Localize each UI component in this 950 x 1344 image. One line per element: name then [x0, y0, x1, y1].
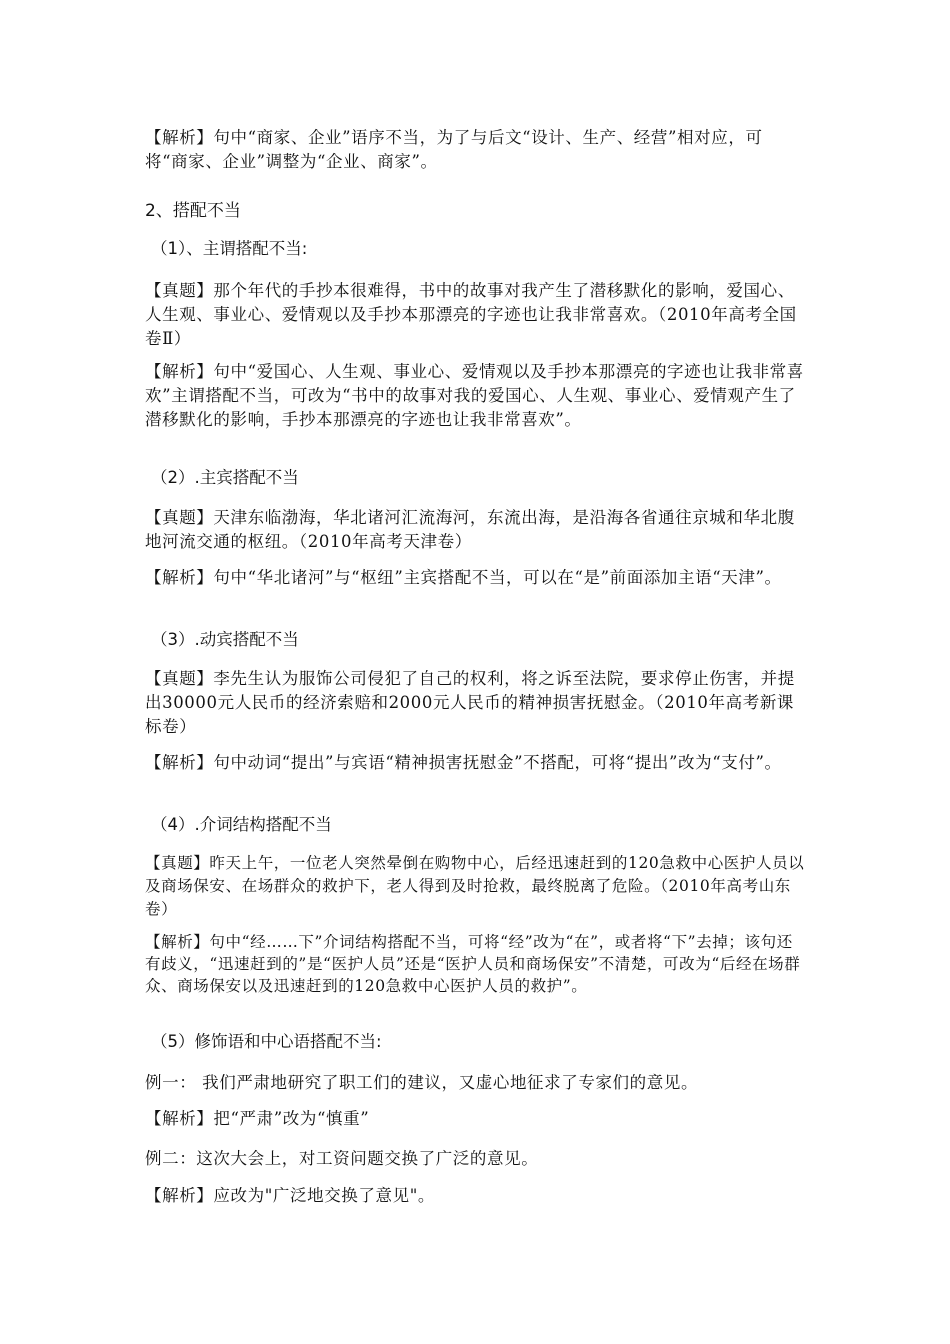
question-text: 天津东临渤海，华北诸河汇流海河，东流出海，是沿海各省通往京城和华北腹地河流交通的枢纽。（2010年高考天津卷）: [145, 508, 795, 551]
question-tag: 【真题】: [145, 669, 214, 688]
analysis-text: 句中动词“提出”与宾语“精神损害抚慰金”不搭配，可将“提出”改为“支付”。: [213, 753, 782, 772]
question-1: [145, 279, 805, 351]
analysis-tag: 【解析】: [145, 1186, 214, 1205]
example-2-analysis: [145, 1184, 805, 1208]
analysis-tag: 【解析】: [145, 1109, 214, 1128]
question-4: [145, 852, 805, 921]
subsection-heading-2: （2）.主宾搭配不当: [151, 468, 299, 487]
question-text: 昨天上午，一位老人突然晕倒在购物中心，后经迅速赶到的120急救中心医护人员以及商场保安、在场群众的救护下，老人得到及时抢救，最终脱离了危险。（2010年高考山东卷）: [145, 854, 805, 918]
example-2: 例二：这次大会上，对工资问题交换了广泛的意见。: [145, 1149, 539, 1168]
analysis-text: 句中“经……下”介词结构搭配不当，可将“经”改为“在”，或者将“下”去掉；该句还有歧义，“迅速赶到的”是“医护人员”还是“医护人员和商场保安”不清楚，可改为“后经在场群众、商场保安以及迅速赶到的120急救中心医护人员的救护”。: [145, 933, 801, 995]
analysis-tag: 【解析】: [145, 753, 214, 772]
analysis-text: 把“严肃”改为“慎重”: [213, 1109, 370, 1128]
question-text: 那个年代的手抄本很难得，书中的故事对我产生了潜移默化的影响，爱国心、人生观、事业心、爱情观以及手抄本那漂亮的字迹也让我非常喜欢。（2010年高考全国卷Ⅱ）: [145, 281, 797, 348]
question-tag: 【真题】: [145, 854, 210, 872]
intro-analysis: [145, 126, 805, 174]
analysis-1: [145, 360, 805, 432]
question-tag: 【真题】: [145, 281, 214, 300]
analysis-tag: 【解析】: [145, 933, 210, 951]
analysis-4: [145, 931, 805, 997]
analysis-tag: 【解析】: [145, 362, 214, 381]
analysis-2: [145, 566, 805, 590]
analysis-text: 应改为"广泛地交换了意见"。: [213, 1186, 435, 1205]
question-text: 李先生认为服饰公司侵犯了自己的权利，将之诉至法院，要求停止伤害，并提出30000元人民币的经济索赔和2000元人民币的精神损害抚慰金。（2010年高考新课标卷）: [145, 669, 795, 736]
subsection-heading-4: （4）.介词结构搭配不当: [151, 815, 332, 834]
analysis-text: 句中“商家、企业”语序不当，为了与后文“设计、生产、经营”相对应，可将“商家、企业”调整为“企业、商家”。: [145, 128, 763, 171]
question-tag: 【真题】: [145, 508, 214, 527]
question-2: [145, 506, 805, 554]
section-heading: 2、搭配不当: [145, 201, 241, 221]
analysis-text: 句中“爱国心、人生观、事业心、爱情观以及手抄本那漂亮的字迹也让我非常喜欢”主谓搭配不当，可改为“书中的故事对我的爱国心、人生观、事业心、爱情观产生了潜移默化的影响，手抄本那漂亮的字迹也让我非常喜欢”。: [145, 362, 804, 429]
subsection-heading-5: （5）修饰语和中心语搭配不当:: [151, 1032, 382, 1051]
example-1: 例一： 我们严肃地研究了职工们的建议，又虚心地征求了专家们的意见。: [145, 1073, 699, 1092]
subsection-heading-3: （3）.动宾搭配不当: [151, 630, 299, 649]
question-3: [145, 667, 805, 739]
analysis-tag: 【解析】: [145, 128, 214, 147]
analysis-text: 句中“华北诸河”与“枢纽”主宾搭配不当，可以在“是”前面添加主语“天津”。: [213, 568, 782, 587]
analysis-tag: 【解析】: [145, 568, 214, 587]
analysis-3: [145, 751, 805, 775]
example-1-analysis: [145, 1107, 805, 1131]
subsection-heading-1: （1）、主谓搭配不当:: [151, 239, 308, 258]
